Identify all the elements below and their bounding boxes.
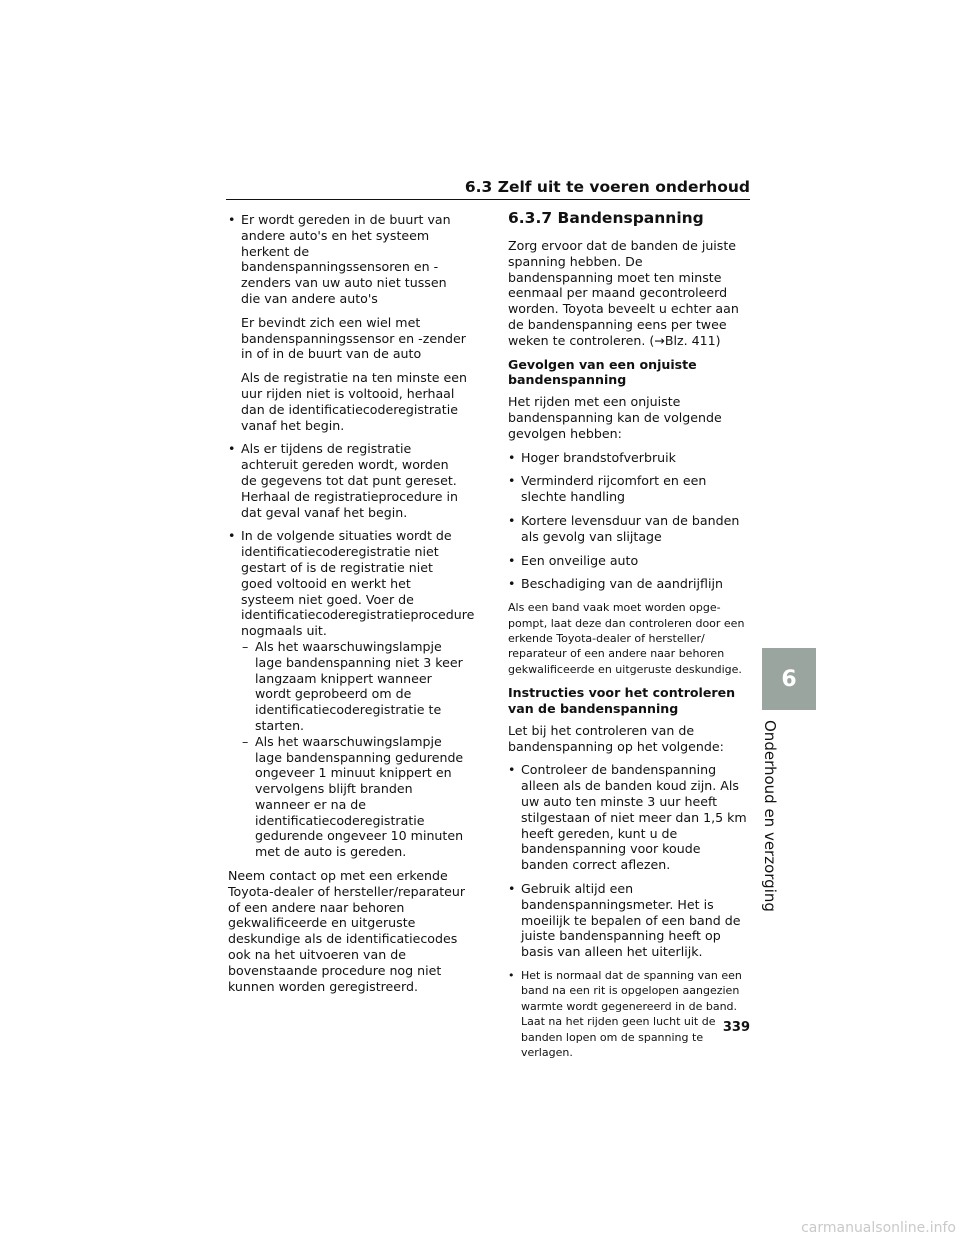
bullet-item: • Er wordt gereden in de buurt van andere auto's en het systeem herkent de bandenspanningssensoren en -zenders van uw auto niet tussen die van andere auto's: [228, 212, 468, 307]
list-item: • Controleer de bandenspanning alleen als de banden koud zijn. Als uw auto ten minste 3 uur heeft stilgestaan of niet meer dan 1,5 km heeft gereden, kunt u de bandenspanning voor koude banden correct aflezen.: [508, 762, 748, 873]
note: Als een band vaak moet worden opge-pompt, laat deze dan controleren door een erkende Toyota-dealer of hersteller/ reparateur of een andere naar behoren gekwalificeerde en uitgeruste deskundige.: [508, 601, 745, 676]
dash-item: – Als het waarschuwingslampje lage bandenspanning niet 3 keer langzaam knippert wanneer wordt geprobeerd om de identificatiecoderegistratie te starten.: [228, 639, 468, 734]
subheading: Instructies voor het controleren van de bandenspanning: [508, 685, 736, 716]
chapter-number: 6: [781, 666, 797, 692]
chapter-label: Onderhoud en verzorging: [761, 720, 779, 912]
chapter-tab: [762, 648, 816, 710]
watermark: carmanualsonline.info: [801, 1220, 956, 1236]
list-item: • Verminderd rijcomfort en een slechte handling: [508, 473, 748, 505]
bullet-continuation: Als de registratie na ten minste een uur rijden niet is voltooid, herhaal dan de identificatiecoderegistratie vanaf het begin.: [241, 370, 467, 433]
list-item: • Gebruik altijd een bandenspanningsmeter. Het is moeilijk te bepalen of een band de juiste bandenspanning heeft op basis van alleen het uiterlijk.: [508, 881, 748, 960]
left-column: [228, 212, 475, 1002]
page-number: 339: [722, 1020, 750, 1035]
list-item: • Kortere levensduur van de banden als gevolg van slijtage: [508, 513, 748, 545]
running-header: 6.3 Zelf uit te voeren onderhoud: [464, 178, 750, 196]
paragraph: Het rijden met een onjuiste bandenspanning kan de volgende gevolgen hebben:: [508, 394, 722, 441]
bullet-continuation: Er bevindt zich een wiel met bandenspanningssensor en -zender in of in de buurt van de auto: [241, 314, 466, 362]
list-item: • Hoger brandstofverbruik: [508, 450, 748, 466]
subheading: Gevolgen van een onjuiste bandenspanning: [508, 356, 697, 388]
paragraph: Let bij het controleren van de bandenspanning op het volgende:: [508, 722, 724, 754]
list-item: • Een onveilige auto: [508, 553, 748, 569]
list-item: • Beschadiging van de aandrijflijn: [508, 576, 748, 592]
right-column: [508, 208, 748, 1068]
section-title: 6.3.7 Bandenspanning: [508, 209, 704, 227]
header-divider: [226, 199, 750, 200]
bullet-item: • In de volgende situaties wordt de identificatiecoderegistratie niet gestart of is de registratie niet goed voltooid en werkt het systeem niet goed. Voer de identificatiecoderegistratieprocedure nogmaals uit.: [228, 528, 468, 639]
bullet-item: • Als er tijdens de registratie achteruit gereden wordt, worden de gegevens tot dat punt gereset. Herhaal de registratieprocedure in dat geval vanaf het begin.: [228, 441, 468, 520]
dash-item: – Als het waarschuwingslampje lage bandenspanning gedurende ongeveer 1 minuut knippert en vervolgens blijft branden wanneer er na de identificatiecoderegistratie gedurende ongeveer 10 minuten met de auto is gereden.: [228, 734, 468, 860]
list-item: • Het is normaal dat de spanning van een band na een rit is opgelopen aangezien warmte wordt gegenereerd in de band. Laat na het rijden geen lucht uit de banden lopen om de spanning te verlagen.: [508, 968, 748, 1060]
paragraph: Neem contact op met een erkende Toyota-dealer of hersteller/reparateur of een andere naar behoren gekwalificeerde en uitgeruste deskundige als de identificatiecodes ook na het uitvoeren van de bovenstaande procedure nog niet kunnen worden geregistreerd.: [228, 868, 466, 994]
intro-paragraph: Zorg ervoor dat de banden de juiste spanning hebben. De bandenspanning moet ten minste eenmaal per maand gecontroleerd worden. Toyota beveelt u echter aan de bandenspanning eens per twee weken te controleren. (→Blz. 411): [508, 238, 739, 348]
